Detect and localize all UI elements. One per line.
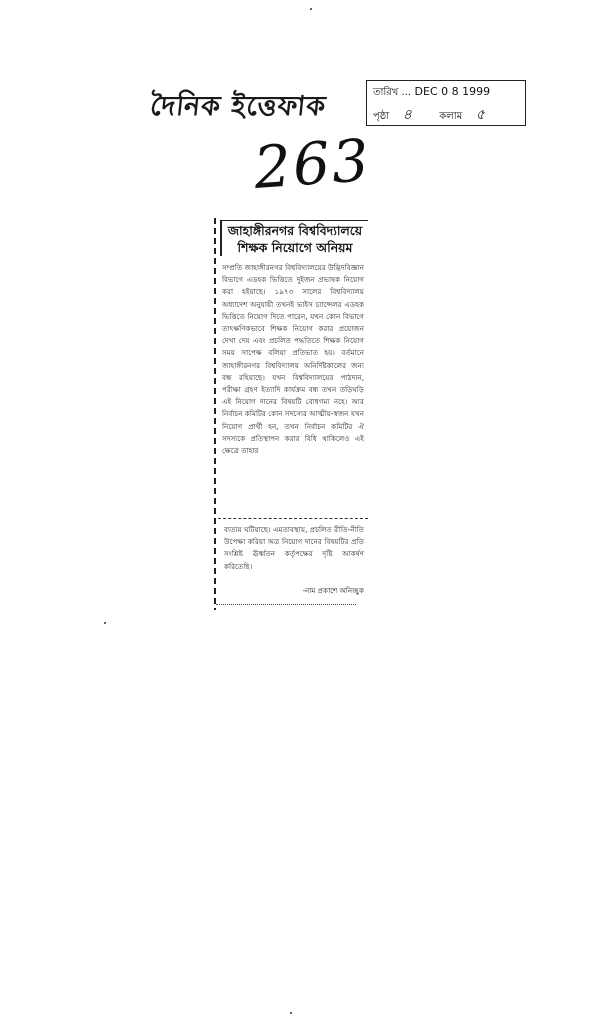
article-body: সম্প্রতি জাহাঙ্গীরনগর বিশ্ববিদ্যালয়ের উদ্ভিদবিজ্ঞান বিভাগে এডহক ভিত্তিতে দুইজন প্রভাষক নিয়োগ করা হইয়াছে। ১৯৭৩ সালের বিশ্ববিদ্যালয় অধ্যাদেশ অনুযায়ী তখনই ভাইস চ্যান্সেলর এডহক ভিত্তিতে নিয়োগ দিতে পারেন, যখন কোন বিভাগে তাৎক্ষণিকভাবে শিক্ষক নিয়োগ করার প্রয়োজন দেখা দেয় এবং প্রচলিত পদ্ধতিতে শিক্ষক নিয়োগ সময় সাপেক্ষ বলিয়া প্রতিভাত হয়। বর্তমানে জাহাঙ্গীরনগর বিশ্ববিদ্যালয় অনির্দিষ্টকালের জন্য বন্ধ রহিয়াছে। যখন বিশ্ববিদ্যালয়ের পাঠদান, পরীক্ষা গ্রহণ ইত্যাদি কার্যক্রম বন্ধ তখন তড়িঘড়ি এই নিয়োগ দানের বিষয়টি বোধগম্য নহে। আর নির্বাচন কমিটির কোন সদস্যের আত্মীয়-স্বজন যখন নিয়োগ প্রার্থী হন, তখন নির্বাচন কমিটির ঐ সদস্যকে প্রতিস্থাপন করার বিধি থাকিলেও এই ক্ষেত্রে তাহার bbox=[222, 263, 364, 456]
scan-speck bbox=[104, 622, 106, 624]
stamp-date-label: তারিখ ... bbox=[373, 87, 412, 98]
newspaper-masthead: দৈনিক ইত্তেফাক bbox=[148, 91, 328, 122]
scan-speck bbox=[290, 1012, 292, 1014]
article-signature: -নাম প্রকাশে অনিচ্ছুক bbox=[302, 586, 364, 595]
headline-line-2: শিক্ষক নিয়োগে অনিয়ম bbox=[237, 240, 353, 255]
stamp-date-row bbox=[373, 85, 490, 102]
stamp-column-value: ৫ bbox=[475, 107, 485, 123]
scan-speck bbox=[310, 8, 312, 10]
stamp-column-label: কলাম bbox=[439, 111, 463, 122]
stamp-date-value: DEC 0 8 1999 bbox=[414, 85, 491, 98]
article-headline bbox=[220, 220, 368, 256]
column-divider bbox=[218, 518, 368, 519]
newspaper-clipping bbox=[210, 218, 368, 610]
stamp-page-value: ৪ bbox=[402, 107, 412, 123]
headline-line-1: জাহাঙ্গীরনগর বিশ্ববিদ্যালয়ে bbox=[227, 223, 363, 238]
stamp-page-label: পৃষ্ঠা bbox=[373, 111, 390, 122]
article-body-continued: ব্যত্যয় ঘটিয়াছে। এমতাবস্থায়, প্রচলিত রীতি-নীতি উপেক্ষা করিয়া অত্র নিয়োগ দানের বিষয়টির প্রতি সংশ্লিষ্ট ঊর্ধ্বতন কর্তৃপক্ষের দৃষ্টি আকর্ষণ করিতেছি। bbox=[224, 525, 364, 571]
handwritten-number: 263 bbox=[251, 126, 373, 202]
stamp-page-row bbox=[373, 103, 485, 127]
date-page-stamp bbox=[366, 80, 526, 126]
clipping-bottom-edge bbox=[216, 604, 356, 605]
clipping-left-edge bbox=[214, 218, 216, 610]
